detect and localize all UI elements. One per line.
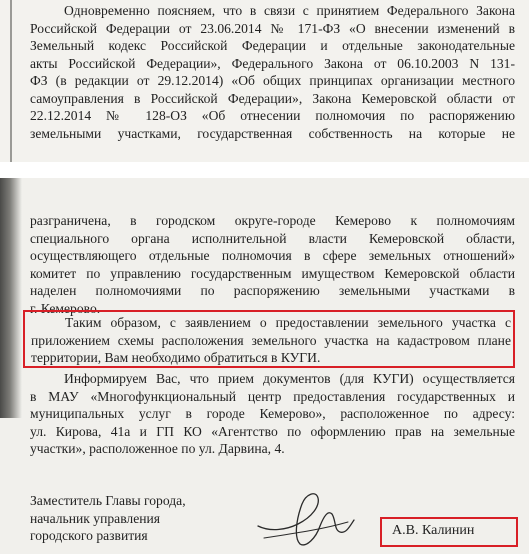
highlighted-paragraph (31, 314, 511, 367)
text-line: земельными участками, государственная собственность на которые не (30, 125, 515, 141)
text-line: самоуправления в Российской Федерации», Закона Кемеровской области от (30, 90, 515, 106)
text-line: городского развития (30, 528, 148, 543)
text-line: комитет по управлению государственным имуществом Кемеровской области (30, 265, 515, 281)
text-line: Российской Федерации от 23.06.2014 № 171-ФЗ «О внесении изменений в (30, 20, 515, 36)
text-line: акты Российской Федерации», Федерального Закона от 06.10.2003 N 131- (30, 55, 515, 71)
signer-name: А.В. Калинин (392, 523, 475, 538)
text-line: специального органа исполнительной власти Кемеровской области, (30, 230, 515, 246)
text-line: наделен полномочиями по распоряжению земельными участками в (30, 283, 515, 298)
text-line: ул. Кирова, 41а и ГП КО «Агентство по оформлению прав на земельные (30, 423, 515, 439)
text-line: осуществляющего отдельные полномочия в сфере земельных отношений» (30, 248, 515, 263)
text-line: в МАУ «Многофункциональный центр предоставления государственных и (30, 388, 515, 404)
letter-top-fragment (0, 0, 529, 162)
text-line: Заместитель Главы города, (30, 493, 186, 508)
text-line: ФЗ (в редакции от 29.12.2014) «Об общих принципах организации местного (30, 73, 515, 88)
text-line: Информируем Вас, что прием документов (для КУГИ) осуществляется (64, 371, 515, 386)
info-paragraph (30, 370, 515, 458)
text-line: Земельный кодекс Российской Федерации и отдельные законодательные (30, 38, 515, 53)
text-line: Таким образом, с заявлением о предоставлении земельного участка с (65, 315, 511, 330)
text-line: муниципальных услуг в городе Кемерово», расположенное по адресу: (30, 406, 515, 421)
continuation-paragraph (30, 212, 515, 317)
page-edge-line (10, 0, 12, 162)
top-paragraph (30, 2, 515, 142)
text-line: приложением схемы расположения земельного участка на кадастровом плане (31, 332, 511, 348)
text-line: Одновременно поясняем, что в связи с принятием Федерального Закона (64, 3, 515, 18)
handwritten-signature (250, 480, 360, 550)
signatory-title (30, 492, 230, 545)
text-line: территории, Вам необходимо обратиться в КУГИ. (31, 350, 321, 365)
text-line: г. Кемерово. (30, 300, 101, 316)
text-line: начальник управления (30, 510, 161, 526)
text-line: участки», расположенное по ул. Дарвина, 4. (30, 441, 285, 456)
fragment-separator (0, 162, 529, 178)
text-line: разграничена, в городском округе-городе Кемерово к полномочиям (30, 213, 515, 228)
scan-shadow (0, 178, 22, 418)
text-line: 22.12.2014 № 128-ОЗ «Об отнесении полномочия по распоряжению (30, 108, 515, 123)
